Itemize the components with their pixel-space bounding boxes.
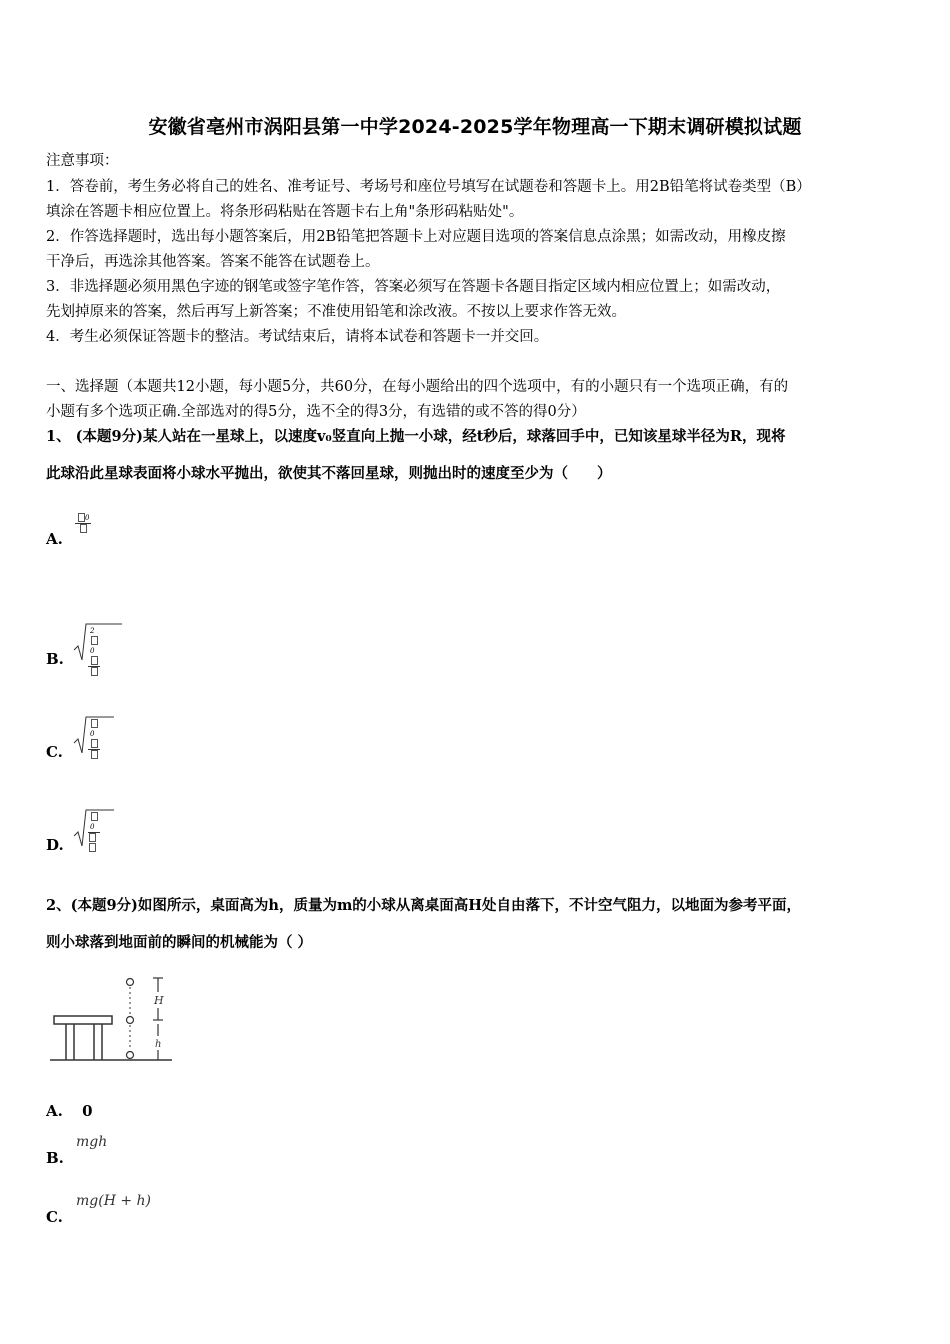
table-top [54,1016,112,1024]
label-h: h [155,1039,162,1050]
q2-option-a [46,1102,93,1120]
notice-line: 2．作答选择题时，选出每小题答案后，用2B铅笔把答题卡上对应题目选项的答案信息点涂黑；如需改动，用橡皮擦 [46,229,786,245]
table-ball-figure [48,972,178,1067]
q1-option-a-formula: 0 [75,505,91,534]
notice-line: 先划掉原来的答案，然后再写上新答案；不准使用铅笔和涂改液。不按以上要求作答无效。 [46,304,626,320]
q2-option-c-value: mg(H + h) [76,1193,152,1209]
q1-option-a-label: A. [46,530,63,548]
q2-option-a-label: A. [46,1102,63,1120]
notice-heading: 注意事项： [46,153,119,169]
section-heading-line: 小题有多个选项正确.全部选对的得5分，选不全的得3分，有选错的或不答的得0分） [46,404,586,420]
q2-option-c-label: C. [46,1208,63,1226]
question-2-stem: 则小球落到地面前的瞬间的机械能为（ ） [46,934,313,951]
ball-middle [127,1017,134,1024]
notice-line: 干净后，再选涂其他答案。答案不能答在试题卷上。 [46,254,380,270]
q1-option-b-label: B. [46,650,64,668]
notice-line: 1．答卷前，考生务必将自己的姓名、准考证号、考场号和座位号填写在试题卷和答题卡上。用2B铅笔将试卷类型（B） [46,179,811,195]
question-1-stem: 1、 (本题9分)某人站在一星球上，以速度v₀竖直向上抛一小球，经t秒后，球落回手中，已知该星球半径为R，现将 [46,428,786,445]
notice-line: 4．考生必须保证答题卡的整洁。考试结束后，请将本试卷和答题卡一并交回。 [46,329,549,345]
notice-line: 3．非选择题必须用黑色字迹的钢笔或签字笔作答，答案必须写在答题卡各题目指定区域内相应位置上；如需改动， [46,279,781,295]
notice-line: 填涂在答题卡相应位置上。将条形码粘贴在答题卡右上角"条形码粘贴处"。 [46,204,524,220]
ball-start [127,979,134,986]
q1-option-d-label: D. [46,836,64,854]
q2-option-b-label: B. [46,1149,64,1167]
label-H: H [154,994,164,1007]
page-title: 安徽省亳州市涡阳县第一中学2024-2025学年物理高一下期末调研模拟试题 [148,116,802,138]
q2-option-b-value: mgh [76,1134,108,1150]
q1-option-c-label: C. [46,743,63,761]
question-1-stem: 此球沿此星球表面将小球水平抛出，欲使其不落回星球，则抛出时的速度至少为（ ） [46,465,612,482]
q2-option-a-value: 0 [82,1102,93,1120]
question-2-stem: 2、(本题9分)如图所示，桌面高为h，质量为m的小球从离桌面高H处自由落下，不计空气阻力，以地面为参考平面， [46,897,801,914]
ball-ground [127,1052,134,1059]
section-heading-line: 一、选择题（本题共12小题，每小题5分，共60分，在每小题给出的四个选项中，有的小题只有一个选项正确，有的 [46,379,789,395]
